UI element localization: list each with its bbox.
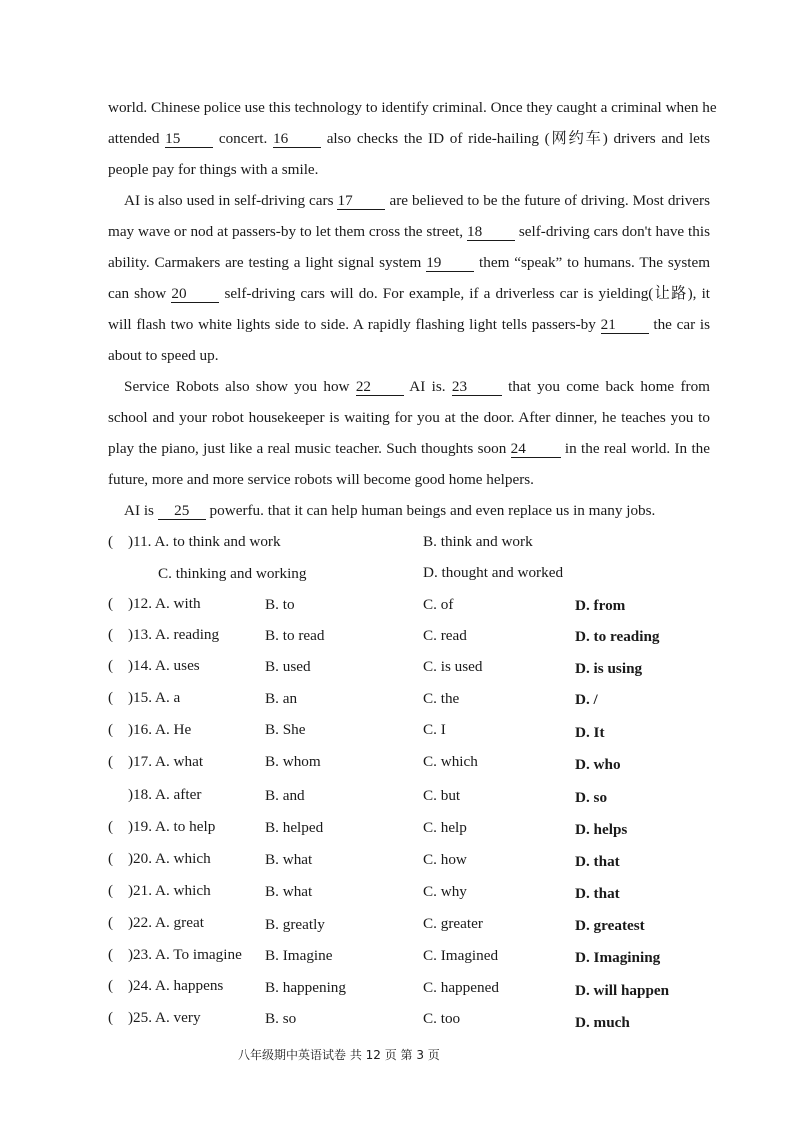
question-25-option-b: B. so [265,1010,297,1027]
question-17-option-c: C. which [423,753,478,770]
question-20-option-d: D. that [575,853,620,870]
passage-line [124,501,710,521]
answer-paren: ( [108,850,114,867]
question-22-option-d: D. greatest [575,917,645,934]
passage-line [108,160,710,180]
question-20-option-c: C. how [423,851,467,868]
passage-text: them “speak” to humans. The system [479,254,711,271]
question-18-option-d: D. so [575,789,608,806]
question-25-option-a: )25. A. very [128,1009,201,1026]
passage-line [108,222,710,242]
question-18-option-a: )18. A. after [128,786,202,803]
question-25-option-c: C. too [423,1010,461,1027]
passage-line [108,253,710,273]
question-17-option-b: B. whom [265,753,321,770]
blank-24: 24 [511,440,561,458]
question-11-option-c: C. thinking and working [158,565,307,582]
question-13-option-c: C. read [423,627,467,644]
question-23-option-d: D. Imagining [575,949,661,966]
question-13-option-a: )13. A. reading [128,626,220,643]
answer-paren: ( [108,946,114,963]
question-11-option-d: D. thought and worked [423,564,564,581]
question-21-option-b: B. what [265,883,313,900]
question-24-option-a: )24. A. happens [128,977,224,994]
question-15-option-d: D. / [575,691,598,708]
question-21-option-d: D. that [575,885,620,902]
passage-text: future, more and more service robots will become good home helpers. [108,471,534,488]
passage-text: Service Robots also show you how [124,378,350,395]
blank-15: 15 [165,130,213,148]
question-15-option-c: C. the [423,690,460,707]
passage-text: the car is [653,316,711,333]
blank-16: 16 [273,130,321,148]
question-19-option-a: )19. A. to help [128,818,216,835]
passage-line [124,377,710,397]
passage-text: that you come back home from [508,378,710,395]
blank-23: 23 [452,378,502,396]
passage-text: attended [108,130,160,147]
question-20-option-b: B. what [265,851,313,868]
answer-paren: ( [108,1009,114,1026]
answer-paren: ( [108,753,114,770]
question-14-option-b: B. used [265,658,311,675]
question-24-option-d: D. will happen [575,982,670,999]
question-19-option-d: D. helps [575,821,628,838]
passage-line [108,470,710,490]
question-12-option-a: )12. A. with [128,595,201,612]
question-11-option-b: B. think and work [423,533,533,550]
blank-21: 21 [601,316,649,334]
passage-text: ability. Carmakers are testing a light signal system [108,254,422,271]
question-16-option-a: )16. A. He [128,721,192,738]
question-12-option-d: D. from [575,597,626,614]
question-12-option-c: C. of [423,596,454,613]
answer-paren: ( [108,882,114,899]
answer-paren: ( [108,721,114,738]
question-17-option-a: )17. A. what [128,753,204,770]
question-22-option-b: B. greatly [265,916,325,933]
question-21-option-c: C. why [423,883,467,900]
question-15-option-b: B. an [265,690,298,707]
answer-paren: ( [108,914,114,931]
question-22-option-a: )22. A. great [128,914,204,931]
question-21-option-a: )21. A. which [128,882,211,899]
question-20-option-a: )20. A. which [128,850,211,867]
passage-text: may wave or nod at passers-by to let them cross the street, [108,223,464,240]
question-24-option-c: C. happened [423,979,499,996]
passage-text: self-driving cars will do. For example, if a driverless car is yielding(让路), it [224,285,711,302]
answer-paren: ( [108,533,114,550]
passage-line [108,346,710,366]
passage-line [124,191,710,211]
answer-paren: ( [108,818,114,835]
question-13-option-b: B. to read [265,627,325,644]
question-16-option-d: D. It [575,724,605,741]
blank-25: 25 [158,502,206,520]
passage-text: people pay for things with a smile. [108,161,319,178]
passage-line [108,408,710,428]
answer-paren: ( [108,595,114,612]
footer-page-info: 八年级期中英语试卷 共 12 页 第 3 页 [238,1048,440,1062]
blank-19: 19 [426,254,474,272]
question-16-option-b: B. She [265,721,306,738]
question-14-option-c: C. is used [423,658,483,675]
passage-text: AI is. [409,378,446,395]
blank-22: 22 [356,378,404,396]
blank-18: 18 [467,223,515,241]
passage-text: also checks the ID of ride-hailing (网约车) drivers and lets [326,130,711,147]
question-23-option-b: B. Imagine [265,947,333,964]
question-18-option-c: C. but [423,787,461,804]
question-25-option-d: D. much [575,1014,630,1031]
question-23-option-c: C. Imagined [423,947,499,964]
question-12-option-b: B. to [265,596,295,613]
answer-paren: ( [108,689,114,706]
question-14-option-a: )14. A. uses [128,657,200,674]
question-24-option-b: B. happening [265,979,346,996]
passage-line [108,129,710,149]
answer-paren: ( [108,657,114,674]
passage-text: self-driving cars don't have this [518,223,710,240]
passage-text: will flash two white lights side to side. A rapidly flashing light tells passers-by [108,316,596,333]
question-14-option-d: D. is using [575,660,643,677]
passage-text: in the real world. In the [564,440,711,457]
passage-line [108,439,710,459]
question-11-option-a: )11. A. to think and work [128,533,281,550]
question-17-option-d: D. who [575,756,621,773]
passage-text: school and your robot housekeeper is waiting for you at the door. After dinner, he teaches you to [108,409,710,426]
question-19-option-c: C. help [423,819,467,836]
passage-line [108,284,710,304]
passage-text: are believed to be the future of driving. Most drivers [389,192,710,209]
passage-text: concert. [218,130,268,147]
question-23-option-a: )23. A. To imagine [128,946,242,963]
question-15-option-a: )15. A. a [128,689,181,706]
blank-20: 20 [171,285,219,303]
passage-text: can show [108,285,167,302]
blank-17: 17 [337,192,385,210]
question-22-option-c: C. greater [423,915,483,932]
question-16-option-c: C. I [423,721,446,738]
answer-paren: ( [108,977,114,994]
passage-text: world. Chinese police use this technology to identify criminal. Once they caught a criminal when he [108,99,717,116]
passage-text: AI is also used in self-driving cars [124,192,334,209]
answer-paren: ( [108,626,114,643]
question-13-option-d: D. to reading [575,628,660,645]
passage-line [108,98,717,118]
passage-text: AI is [124,502,154,519]
passage-line [108,315,710,335]
question-18-option-b: B. and [265,787,305,804]
question-19-option-b: B. helped [265,819,324,836]
passage-text: about to speed up. [108,347,219,364]
passage-text: powerfu. that it can help human beings and even replace us in many jobs. [209,502,656,519]
passage-text: play the piano, just like a real music teacher. Such thoughts soon [108,440,507,457]
